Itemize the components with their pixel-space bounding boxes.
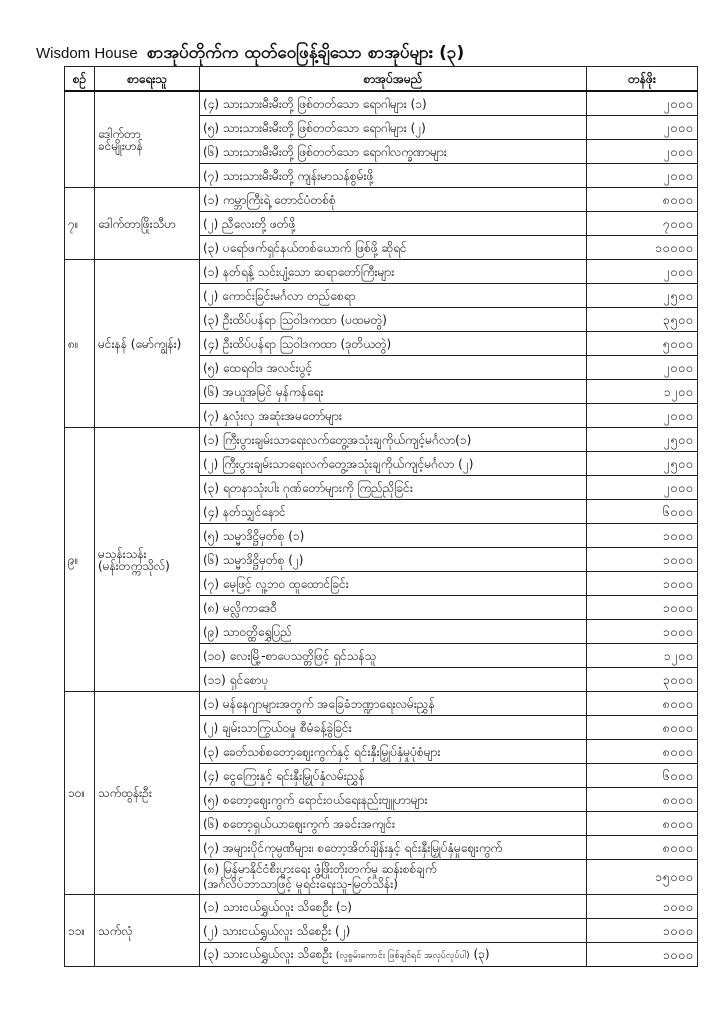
book-title-text: (၄) နတ်သျှင်နောင် [203,504,286,519]
book-title-text: (၈) မလ္လိကာဒေဝီ [203,600,277,615]
book-title [200,452,587,476]
book-price: ၁၀၀၀ [587,524,698,548]
column-header-price: တန်ဖိုး [587,67,698,92]
entry-number: ၉။ [65,428,95,692]
book-title [200,644,587,668]
book-title [200,620,587,644]
table-row [65,188,698,212]
book-title-text: (၆) အယူအမြင် မှန်ကန်ရေး [203,384,324,399]
book-title-text: (၆) သားသားမီးမီးတို့ ဖြစ်တတ်သော ရောဂါလက္ခဏာများ [203,144,447,159]
book-title [200,716,587,740]
author-name-line: သက်ထွန်းဦး [98,786,152,800]
book-price: ၈၀၀၀ [587,740,698,764]
book-price: ၈၀၀၀ [587,812,698,836]
book-title [200,284,587,308]
author-name [95,428,200,692]
book-price: ၂၀၀၀ [587,140,698,164]
book-price: ၁၂၀၀ [587,380,698,404]
book-title-text: (၃) သားငယ်ရွှယ်လူး သိစေဦး [203,946,333,961]
book-title [200,692,587,716]
book-title-text: (၇) သားသားမီးမီးတို့ ကျန်းမာသန်စွမ်းဖို့ [203,168,374,183]
book-title-text: (၅) ထေရဝါဒ အလင်းပွင့် [203,360,313,375]
book-volume-suffix: (၃) [473,946,490,961]
book-title-text: (၅) စတော့ဈေးကွက် ရောင်းဝယ်ရေးနည်းဗျူဟာများ [203,792,428,807]
book-price: ၂၀၀၀ [587,116,698,140]
catalog-title: စာအုပ်တိုက်က ထုတ်ဝေဖြန့်ချိသော စာအုပ်များ (၃) [146,43,465,63]
book-title [200,212,587,236]
book-title [200,572,587,596]
author-name [95,895,200,967]
book-title [200,548,587,572]
book-title-text: (၂) သားငယ်ရွှယ်လူး သိစေဦး (၂) [203,923,351,938]
author-name-line: မင်းနန် (မော်ကျွန်း) [98,336,182,351]
book-title-text: (၁) မန်နေဂျာများအတွက် အခြေခံဘဏ္ဍာရေးလမ်းညွှန် [203,696,435,711]
book-catalog-table [64,66,698,967]
book-title-text: (၉) သာဝတ္ထိရွှေပြည် [203,624,292,639]
book-price: ၁၀၀၀ [587,943,698,967]
author-name [95,260,200,428]
book-title [200,836,587,860]
book-price: ၂၀၀၀ [587,260,698,284]
author-name-line: သက်လုံ [98,923,133,938]
publisher-brand: Wisdom House [36,45,138,62]
book-title [200,428,587,452]
book-title [200,788,587,812]
book-title [200,919,587,943]
book-title [200,812,587,836]
table-row [65,895,698,919]
book-title-text: (၂) ညီလေးတို့ ဖတ်ဖို့ [203,216,296,231]
book-title-text: (၄) သားသားမီးမီးတို့ ဖြစ်တတ်သော ရောဂါများ (၁) [203,96,427,111]
book-price: ၁၀၀၀ [587,548,698,572]
author-name [95,91,200,188]
book-price: ၅၀၀၀ [587,332,698,356]
book-title-text: (၂) ကြီးပွားချမ်းသာရေးလက်တွေ့အသုံးချကိုယ်ကျင့်မင်္ဂလာ (၂) [203,456,474,471]
entry-number: ၁၁။ [65,895,95,967]
author-name-line: (မန်းတက္ကသိုလ်) [98,558,170,573]
book-title [200,260,587,284]
book-title [200,596,587,620]
column-header-author: စာရေးသူ [95,67,200,92]
book-title [200,500,587,524]
book-price: ၂၅၀၀ [587,428,698,452]
book-title [200,236,587,260]
table-row [65,692,698,716]
book-price: ၁၀၀၀ [587,620,698,644]
book-price: ၂၀၀၀ [587,404,698,428]
book-title [200,164,587,188]
book-price: ၂၀၀၀ [587,356,698,380]
book-price: ၈၀၀၀ [587,692,698,716]
entry-number: ၈။ [65,260,95,428]
column-header-no: စဉ် [65,67,95,92]
entry-number [65,91,95,188]
book-price: ၁၅၀၀၀ [587,860,698,895]
author-name [95,692,200,895]
entry-number: ၁၀။ [65,692,95,895]
book-title [200,356,587,380]
book-title-text: (၅) သမ္မာဒိဋ္ဌိမှတ်စု (၁) [203,528,305,543]
book-title [200,332,587,356]
book-title [200,860,587,895]
book-title-text: (၁၁) ရှင်စောပု [203,672,269,687]
book-title-text: (၅) သားသားမီးမီးတို့ ဖြစ်တတ်သော ရောဂါများ (၂) [203,120,426,135]
book-title [200,91,587,116]
table-body [65,91,698,967]
book-price: ၈၀၀၀ [587,836,698,860]
book-price: ၁၀၀၀ [587,895,698,919]
author-name [95,188,200,260]
page-title [36,38,696,68]
book-title [200,188,587,212]
book-title-text: (၆) သမ္မာဒိဋ္ဌိမှတ်စု (၂) [203,552,304,567]
book-title [200,308,587,332]
book-price: ၃၀၀၀ [587,668,698,692]
book-price: ၂၀၀၀ [587,476,698,500]
book-price: ၁၀၀၀ [587,572,698,596]
book-title [200,524,587,548]
book-title-line: (၈) မြန်မာနိုင်ငံစီးပွားရေး ဖွံ့ဖြိုးတိုးတက်မှု ဆန်းစစ်ချက် [203,862,437,876]
book-title [200,895,587,919]
book-price: ၂၅၀၀ [587,452,698,476]
table-row [65,260,698,284]
table-row [65,428,698,452]
book-title [200,380,587,404]
book-title-text: (၁) ကြီးပွားချမ်းသာရေးလက်တွေ့အသုံးချကိုယ်ကျင့်မင်္ဂလာ(၁) [203,432,472,447]
book-price: ၁၀၀၀ [587,919,698,943]
book-title-text: (၇) နှလုံးလှ အဆုံးအမတော်များ [203,408,342,423]
book-price: ၃၅၀၀ [587,308,698,332]
book-title [200,764,587,788]
book-title-text: (၁) ကမ္ဘာကြီးရဲ့ တောင်ပံတစ်စုံ [203,192,336,207]
book-title [200,404,587,428]
book-price: ၈၀၀၀ [587,788,698,812]
book-title [200,476,587,500]
book-price: ၂၀၀၀ [587,164,698,188]
book-title-subline: (အင်္ဂလိပ်ဘာသာဖြင့် မူရင်းရေးသူ-မြတ်သိန်း) [203,877,398,891]
book-title-text: (၃) ရတနာသုံးပါး ဂုဏ်တော်များကို ကြည်ညိုခြင်း [203,480,413,495]
book-title [200,668,587,692]
book-price: ၇၀၀၀ [587,212,698,236]
book-price: ၁၂၀၀ [587,644,698,668]
book-title-text: (၂) ကောင်းခြင်းမင်္ဂလာ တည်စေရာ [203,288,356,303]
book-title-text: (၂) ချမ်းသာကြွယ်ဝမှု စီမံခန့်ခွဲခြင်း [203,720,352,735]
book-title-text: (၇) အများပိုင်ကုမ္ပဏီများ၊ စတော့အိတ်ချိန်းနှင့် ရင်းနှီးမြှုပ်နှံမှုဈေးကွက် [203,840,503,855]
book-title [200,943,587,967]
book-price: ၂၀၀၀ [587,91,698,116]
book-title [200,140,587,164]
book-price: ၈၀၀၀ [587,188,698,212]
entry-number: ၇။ [65,188,95,260]
author-name-line: မသန်းသန်း [98,546,147,561]
book-price: ၆၀၀၀ [587,764,698,788]
book-title-text: (၄) ငွေကြေးနှင့် ရင်းနှီးမြှုပ်နှံလမ်းညွှန် [203,768,365,783]
book-price: ၂၅၀၀ [587,284,698,308]
book-price: ၆၀၀၀ [587,500,698,524]
column-header-title: စာအုပ်အမည် [200,67,587,92]
book-title-text: (၃) ပရော်ဖက်ရှင်နယ်တစ်ယောက် ဖြစ်ဖို့ ဆိုရင် [203,240,407,255]
book-title-note: (လူစွမ်းကောင်း ဖြစ်ချင်ရင် အလုပ်လုပ်ပါ) [335,950,470,961]
book-title-text: (၇) မေ့ဖြင့် လူ့ဘဝ ထူထောင်ခြင်း [203,576,349,591]
book-price: ၈၀၀၀ [587,716,698,740]
book-title-text: (၃) ဦးထိပ်ပန်ရာ ဩဝါဒကထာ (ပထမတွဲ) [203,312,387,327]
book-title-text: (၄) ဦးထိပ်ပန်ရာ ဩဝါဒကထာ (ဒုတိယတွဲ) [203,336,392,351]
author-name-line: ဒေါက်တာဖြိုးသီဟ [98,216,176,231]
book-title-text: (၁၀) လေးမြို့-စာပေသတ္တိဖြင့် ရှင်သန်သူ [203,648,377,663]
book-title [200,740,587,764]
table-row [65,91,698,116]
book-title-text: (၁) နတ်ရန့် သင်းပျံ့သော ဆရာတော်ကြီးများ [203,264,395,279]
book-price: ၁၀၀၀ [587,596,698,620]
author-name-line: ခင်မျိုးဟန် [98,138,143,153]
book-title-text: (၆) စတော့ရှယ်ယာဈေးကွက် အခင်းအကျင်း [203,816,396,831]
book-title-text: (၃) ခေတ်သစ်စတော့ဈေးကွက်နှင့် ရင်းနှီးမြှုပ်နှံမှုပုံစံများ [203,744,441,759]
table-header-row [65,67,698,92]
book-title-text: (၁) သားငယ်ရွှယ်လူး သိစေဦး (၁) [203,899,352,914]
book-title [200,116,587,140]
author-name-line: ဒေါက်တာ [98,126,141,141]
book-price: ၁၀၀၀၀ [587,236,698,260]
